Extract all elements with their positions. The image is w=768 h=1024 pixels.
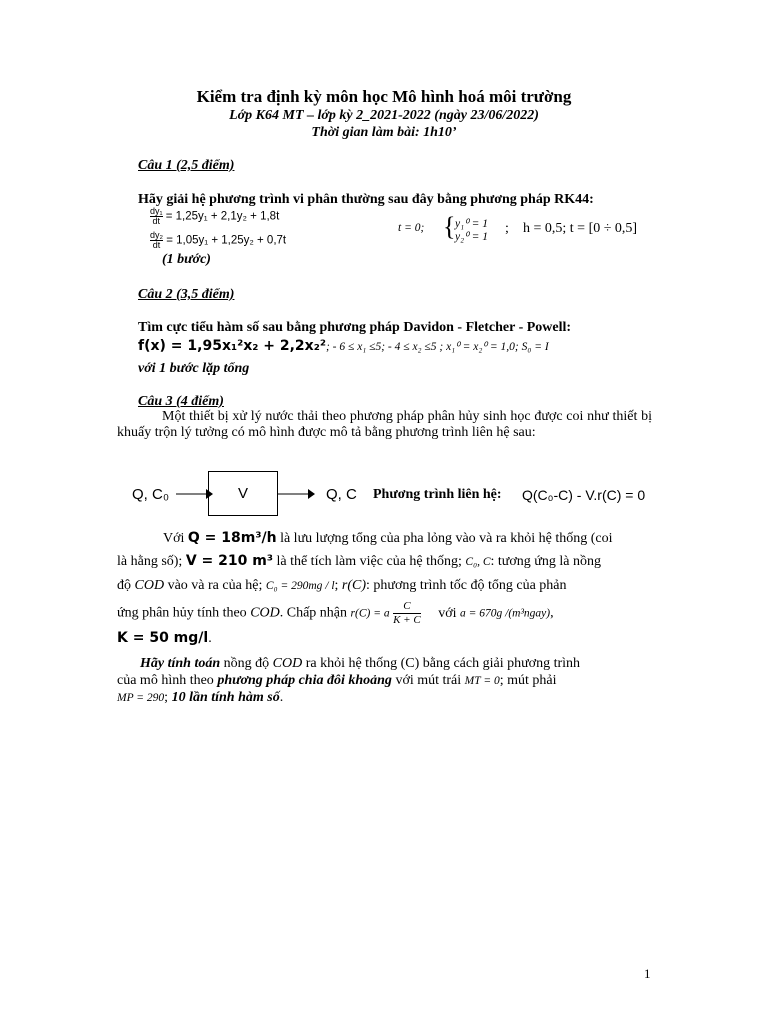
q2-function-line bbox=[138, 338, 549, 355]
method-name: phương pháp chia đôi khoảng bbox=[217, 673, 392, 688]
semicolon: ; bbox=[334, 578, 339, 593]
in-out-desc: vào và ra của hệ; bbox=[167, 578, 263, 593]
rate-constant-a: a = 670g /(m³ngay) bbox=[460, 607, 551, 620]
eq1-denominator: dt bbox=[152, 216, 161, 226]
q3-line-1 bbox=[163, 530, 613, 547]
q3-task-line-2 bbox=[117, 673, 556, 689]
semicolon: ; bbox=[164, 690, 169, 705]
period: . bbox=[279, 690, 284, 705]
right-bound-text: ; mút phải bbox=[499, 673, 557, 688]
brace-icon: { bbox=[443, 212, 456, 241]
diagram-output-label: Q, C bbox=[326, 486, 357, 503]
output-arrow-icon bbox=[278, 484, 318, 504]
q1-initial-t: t = 0; bbox=[398, 222, 425, 234]
left-bound: MT = 0 bbox=[464, 675, 500, 687]
eq2-denominator: dt bbox=[152, 240, 161, 250]
relation-label: Phương trình liên hệ: bbox=[373, 487, 502, 502]
comma: , bbox=[550, 605, 554, 621]
q1-prompt: Hãy giải hệ phương trình vi phân thường sau đây bằng phương pháp RK44: bbox=[138, 192, 594, 207]
flow-rate-expr: Q = 18m³/h bbox=[187, 530, 277, 546]
q1-initial-end: ; bbox=[505, 221, 509, 236]
cod-symbol: COD bbox=[134, 578, 165, 593]
right-bound: MP = 290 bbox=[117, 692, 165, 704]
text-with: Với bbox=[163, 531, 185, 546]
q3-task-line-3 bbox=[117, 690, 283, 706]
q1-initial-y2: y₂⁰ = 1 bbox=[455, 231, 488, 243]
eq2-numerator: dy₂ bbox=[150, 230, 163, 240]
q1-note: (1 bước) bbox=[162, 252, 211, 267]
volume-desc: là thể tích làm việc của hệ thống; bbox=[276, 554, 462, 569]
rate-denominator: K + C bbox=[393, 614, 421, 626]
q3-line-5 bbox=[117, 630, 212, 647]
q1-heading: Câu 1 (2,5 điểm) bbox=[138, 158, 235, 173]
rate-desc: : phương trình tốc độ tổng của phản bbox=[366, 578, 567, 593]
q2-prompt: Tìm cực tiểu hàm số sau bằng phương pháp Davidon - Fletcher - Powell: bbox=[138, 320, 572, 335]
q3-line-4 bbox=[117, 600, 554, 627]
accept-text: . Chấp nhận bbox=[279, 605, 348, 621]
eq1-numerator: dy₁ bbox=[150, 206, 163, 216]
class-line bbox=[0, 108, 768, 124]
q2-function: f(x) = 1,95x₁²x₂ + 2,2x₂² bbox=[138, 338, 326, 354]
half-saturation-k: K = 50 mg/l bbox=[117, 630, 209, 646]
q3-task-line-1 bbox=[140, 656, 580, 672]
evaluation-count: 10 lần tính hàm số bbox=[171, 690, 280, 705]
exam-duration: Thời gian làm bài: 1h10’ bbox=[311, 125, 457, 140]
q3-line-2 bbox=[117, 553, 601, 570]
volume-expr: V = 210 m³ bbox=[185, 553, 273, 569]
concentration-symbols: C₀, C bbox=[465, 556, 491, 568]
document-title: Kiểm tra định kỳ môn học Mô hình hoá môi trường bbox=[196, 87, 572, 106]
left-bound-text: với mút trái bbox=[395, 673, 462, 688]
eq1-rhs: = 1,25y₁ + 2,1y₂ + 1,8t bbox=[165, 210, 280, 223]
q2-note: với 1 bước lặp tổng bbox=[138, 361, 250, 376]
page-number: 1 bbox=[644, 966, 651, 981]
q1-initial-y1: y₁⁰ = 1 bbox=[455, 218, 488, 230]
q2-constraints: ; - 6 ≤ x₁ ≤5; - 4 ≤ x₂ ≤5 ; x₁⁰ = x₂⁰ = 1,0; S₀ = I bbox=[325, 341, 549, 353]
q1-equation-2 bbox=[150, 231, 286, 250]
class-info: Lớp K64 MT – lớp kỳ 2_2021-2022 bbox=[229, 108, 431, 123]
task-text-2: ra khỏi hệ thống (C) bằng cách giải phương trình bbox=[305, 656, 581, 671]
reaction-desc: ứng phân hủy tính theo bbox=[117, 605, 247, 621]
text-do: độ bbox=[117, 578, 131, 593]
flow-rate-desc: là lưu lượng tổng của pha lỏng vào và ra khỏi hệ thống (coi bbox=[280, 531, 613, 546]
task-text-1: nồng độ bbox=[223, 656, 270, 671]
rate-lhs: r(C) = a bbox=[350, 607, 390, 620]
q3-heading: Câu 3 (4 điểm) bbox=[138, 394, 224, 409]
const-note: là hằng số); bbox=[117, 554, 183, 569]
rate-numerator: C bbox=[393, 600, 421, 614]
rate-fraction bbox=[393, 600, 421, 627]
reactor-volume-label: V bbox=[237, 485, 248, 502]
text-with-2: với bbox=[438, 605, 457, 621]
relation-equation: Q(C₀-C) - V.r(C) = 0 bbox=[522, 487, 646, 503]
q3-line-3 bbox=[117, 578, 567, 594]
concentration-desc: : tương ứng là nồng bbox=[490, 554, 601, 569]
task-bold: Hãy tính toán bbox=[140, 656, 221, 671]
q3-intro: Một thiết bị xử lý nước thải theo phương pháp phân hủy sinh học được coi như thiết bị khuấy trộn lý tưởng có mô hình được mô tả bằng phương trình liên hệ sau: bbox=[117, 409, 652, 440]
q1-equation-1 bbox=[150, 207, 279, 226]
cod-symbol: COD bbox=[250, 605, 280, 621]
period: . bbox=[208, 631, 212, 646]
rate-symbol: r(C) bbox=[341, 578, 367, 593]
cod-symbol: COD bbox=[272, 656, 303, 671]
diagram-input-label: Q, C₀ bbox=[132, 486, 170, 503]
eq2-rhs: = 1,05y₁ + 1,25y₂ + 0,7t bbox=[166, 234, 287, 247]
q1-params: h = 0,5; t = [0 ÷ 0,5] bbox=[523, 221, 638, 236]
exam-date: (ngày 23/06/2022) bbox=[434, 108, 539, 123]
inlet-concentration: C₀ = 290mg / l bbox=[265, 580, 335, 592]
task-text-3: của mô hình theo bbox=[117, 673, 214, 688]
q2-heading: Câu 2 (3,5 điểm) bbox=[138, 287, 235, 302]
